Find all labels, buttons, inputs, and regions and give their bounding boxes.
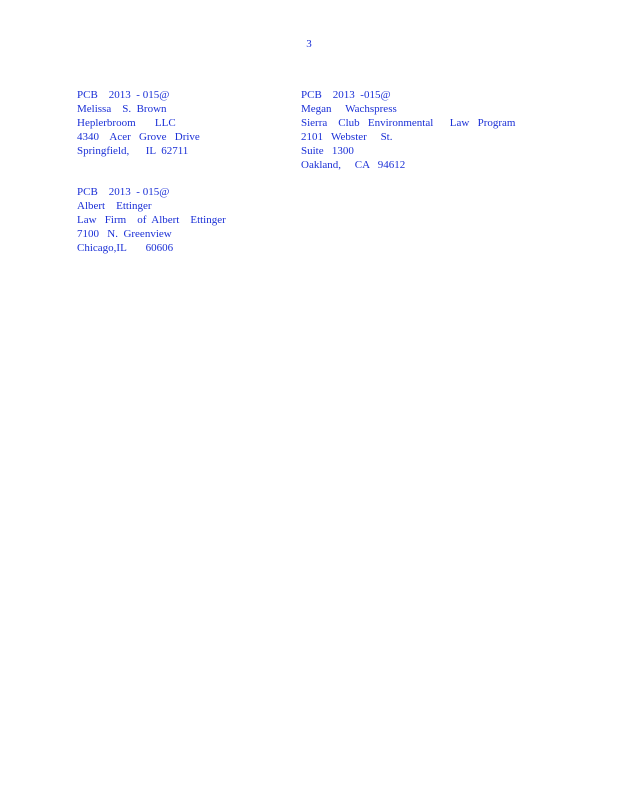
service-address-block [77,185,226,255]
city-state-zip: Chicago,IL 60606 [77,242,174,254]
recipient-name: Albert Ettinger [77,200,152,212]
suite: Suite 1300 [301,145,354,157]
service-address-block [301,88,515,172]
service-address-block [77,88,200,158]
recipient-name: Megan Wachspress [301,103,397,115]
city-state-zip: Oakland, CA 94612 [301,159,406,171]
page-number: 3 [306,38,312,50]
case-number: PCB 2013 - 015@ [77,89,170,101]
recipient-name: Melissa S. Brown [77,103,167,115]
organization: Sierra Club Environmental Law Program [301,117,516,129]
case-number: PCB 2013 -015@ [301,89,391,101]
case-number: PCB 2013 - 015@ [77,186,170,198]
street-address: 4340 Acer Grove Drive [77,131,200,143]
street-address: 2101 Webster St. [301,131,393,143]
city-state-zip: Springfield, IL 62711 [77,145,189,157]
organization: Law Firm of Albert Ettinger [77,214,226,226]
street-address: 7100 N. Greenview [77,228,172,240]
organization: Heplerbroom LLC [77,117,176,129]
